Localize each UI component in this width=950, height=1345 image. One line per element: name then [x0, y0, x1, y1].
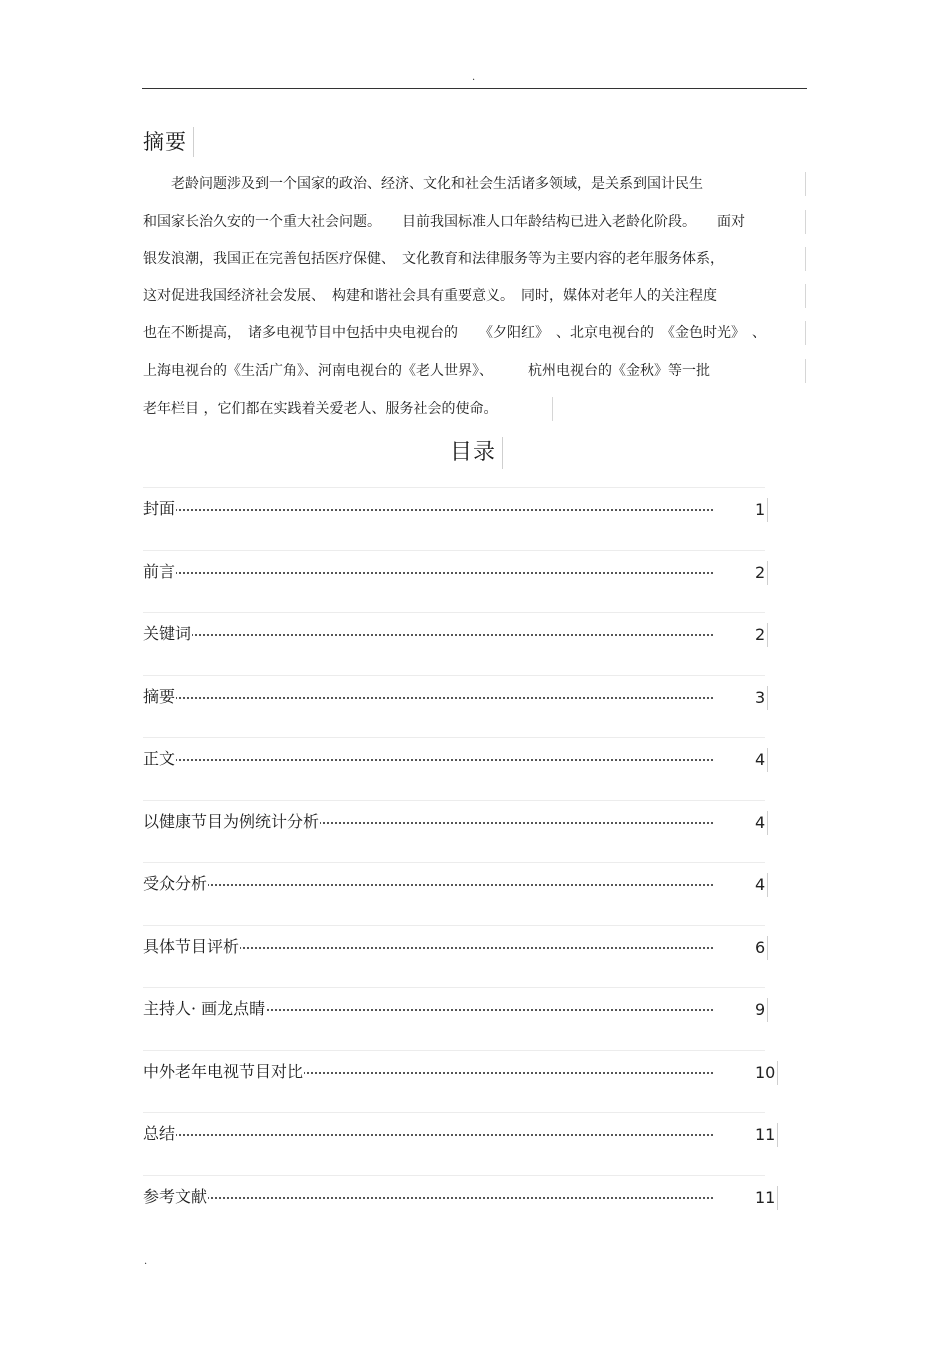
toc-entry-title: 受众分析: [143, 872, 208, 896]
toc-entry-page: 4: [755, 873, 768, 897]
toc-heading: 目录: [450, 437, 503, 469]
toc-entry-title: 总结: [143, 1122, 176, 1146]
toc-guide-line: [143, 1175, 765, 1212]
abstract-line: 这对促进我国经济社会发展、 构建和谐社会具有重要意义。 同时，媒体对老年人的关注程度: [143, 284, 806, 308]
toc-entry[interactable]: [143, 685, 775, 711]
toc-entry[interactable]: [143, 622, 775, 648]
abstract-line: 和国家长治久安的一个重大社会问题。 目前我国标准人口年龄结构已进入老龄化阶段。 面对: [143, 210, 806, 234]
toc-entry-page: 11: [755, 1186, 778, 1210]
toc-entry[interactable]: [143, 560, 775, 586]
abstract-line: 银发浪潮，我国正在完善包括医疗保健、 文化教育和法律服务等为主要内容的老年服务体系，: [143, 247, 806, 271]
toc-entry-page: 6: [755, 936, 768, 960]
toc-entry-page: 3: [755, 686, 768, 710]
toc-entry-title: 正文: [143, 747, 176, 771]
toc-dot-leader: [143, 1134, 713, 1136]
toc-entry-title: 关键词: [143, 622, 192, 646]
toc-entry-page: 11: [755, 1123, 778, 1147]
toc-entry[interactable]: [143, 497, 775, 523]
toc-entry-title: 中外老年电视节目对比: [143, 1060, 304, 1084]
footer-mark: .: [144, 1256, 148, 1267]
toc-entry[interactable]: [143, 872, 775, 898]
toc-entry-page: 2: [755, 561, 768, 585]
toc-dot-leader: [143, 697, 713, 699]
toc-entry[interactable]: [143, 1185, 775, 1211]
toc-entry-page: 4: [755, 811, 768, 835]
toc-guide-line: [143, 1112, 765, 1149]
toc-dot-leader: [143, 884, 713, 886]
toc-entry-title: 具体节目评析: [143, 935, 240, 959]
toc-entry-title: 前言: [143, 560, 176, 584]
toc-guide-line: [143, 675, 765, 712]
toc-entry[interactable]: [143, 1060, 775, 1086]
abstract-line: 老龄问题涉及到一个国家的政治、经济、文化和社会生活诸多领域，是关系到国计民生: [143, 172, 806, 196]
abstract-line: 上海电视台的《生活广角》、河南电视台的《老人世界》、 杭州电视台的《金秋》等一批: [143, 359, 806, 383]
toc-entry-page: 4: [755, 748, 768, 772]
toc-entry-title: 摘要: [143, 685, 176, 709]
toc-dot-leader: [143, 572, 713, 574]
abstract-heading: 摘要: [143, 127, 194, 157]
toc-entry[interactable]: [143, 935, 775, 961]
toc-entry[interactable]: [143, 1122, 775, 1148]
toc-entry[interactable]: [143, 747, 775, 773]
toc-entry-title: 以健康节目为例统计分析: [143, 810, 320, 834]
toc-entry[interactable]: [143, 997, 775, 1023]
toc-entry-page: 9: [755, 998, 768, 1022]
toc-dot-leader: [143, 759, 713, 761]
header-mark: .: [472, 72, 476, 83]
toc-entry-page: 2: [755, 623, 768, 647]
toc-entry-page: 1: [755, 498, 768, 522]
header-rule: [142, 88, 807, 89]
toc-guide-line: [143, 862, 765, 899]
toc-entry-page: 10: [755, 1061, 778, 1085]
toc-guide-line: [143, 487, 765, 524]
toc-entry-title: 封面: [143, 497, 176, 521]
toc-entry-title: 主持人· 画龙点睛: [143, 997, 266, 1021]
toc-dot-leader: [143, 1197, 713, 1199]
toc-guide-line: [143, 550, 765, 587]
toc-guide-line: [143, 737, 765, 774]
abstract-line: 也在不断提高， 诸多电视节目中包括中央电视台的 《夕阳红》 、北京电视台的 《金色时光》 、: [143, 321, 806, 345]
toc-entry[interactable]: [143, 810, 775, 836]
toc-guide-line: [143, 612, 765, 649]
toc-dot-leader: [143, 509, 713, 511]
abstract-line: 老年栏目 ，它们都在实践着关爱老人、服务社会的使命。: [143, 397, 553, 421]
toc-dot-leader: [143, 634, 713, 636]
toc-entry-title: 参考文献: [143, 1185, 208, 1209]
